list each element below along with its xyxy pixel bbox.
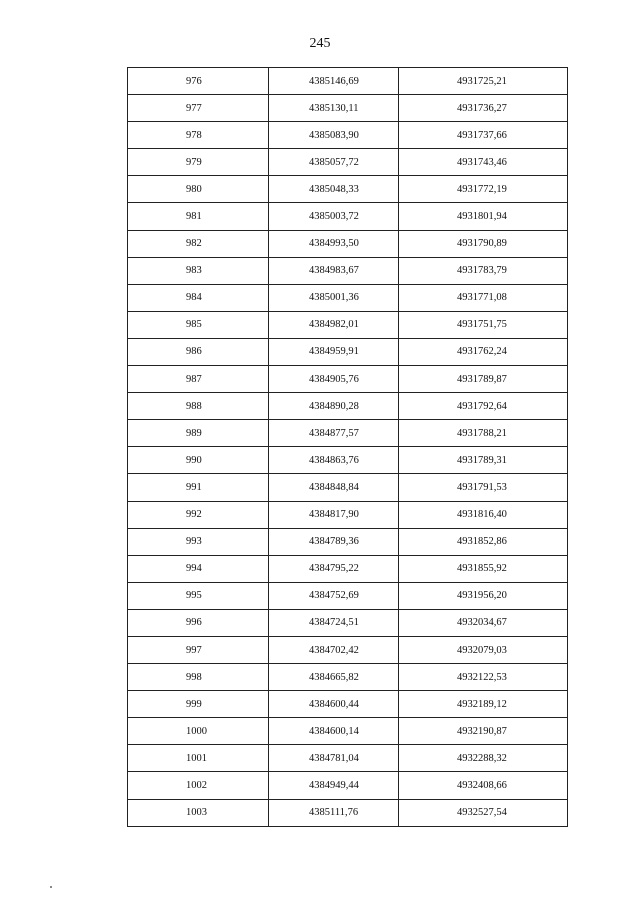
table-row	[128, 284, 568, 311]
x-coordinate-cell: 4385048,33	[269, 176, 399, 203]
x-coordinate-cell: 4384817,90	[269, 501, 399, 528]
y-coordinate-cell: 4932527,54	[399, 799, 568, 826]
table-row	[128, 122, 568, 149]
x-coordinate-cell: 4384959,91	[269, 338, 399, 365]
y-coordinate-cell: 4932079,03	[399, 636, 568, 663]
y-coordinate-cell: 4931791,53	[399, 474, 568, 501]
table-row	[128, 501, 568, 528]
x-coordinate-cell: 4384600,14	[269, 718, 399, 745]
y-coordinate-cell: 4932190,87	[399, 718, 568, 745]
page-number: 245	[309, 36, 331, 51]
table-row	[128, 664, 568, 691]
table-row	[128, 447, 568, 474]
y-coordinate-cell: 4931725,21	[399, 68, 568, 95]
y-coordinate-cell: 4931788,21	[399, 420, 568, 447]
table-row	[128, 257, 568, 284]
point-number-cell: 986	[128, 338, 269, 365]
y-coordinate-cell: 4931771,08	[399, 284, 568, 311]
y-coordinate-cell: 4932408,66	[399, 772, 568, 799]
y-coordinate-cell: 4931789,87	[399, 366, 568, 393]
point-number-cell: 980	[128, 176, 269, 203]
table-row	[128, 176, 568, 203]
y-coordinate-cell: 4931956,20	[399, 582, 568, 609]
point-number-cell: 1001	[128, 745, 269, 772]
y-coordinate-cell: 4932288,32	[399, 745, 568, 772]
point-number-cell: 1000	[128, 718, 269, 745]
table-row	[128, 393, 568, 420]
point-number-cell: 992	[128, 501, 269, 528]
x-coordinate-cell: 4385003,72	[269, 203, 399, 230]
y-coordinate-cell: 4931789,31	[399, 447, 568, 474]
table-row	[128, 149, 568, 176]
point-number-cell: 979	[128, 149, 269, 176]
x-coordinate-cell: 4384600,44	[269, 691, 399, 718]
table-row	[128, 203, 568, 230]
x-coordinate-cell: 4384949,44	[269, 772, 399, 799]
point-number-cell: 995	[128, 582, 269, 609]
point-number-cell: 998	[128, 664, 269, 691]
point-number-cell: 990	[128, 447, 269, 474]
table-row	[128, 230, 568, 257]
point-number-cell: 976	[128, 68, 269, 95]
point-number-cell: 977	[128, 95, 269, 122]
x-coordinate-cell: 4384665,82	[269, 664, 399, 691]
table-row	[128, 95, 568, 122]
table-row	[128, 691, 568, 718]
coordinates-table	[127, 67, 568, 827]
x-coordinate-cell: 4384702,42	[269, 636, 399, 663]
point-number-cell: 982	[128, 230, 269, 257]
x-coordinate-cell: 4384752,69	[269, 582, 399, 609]
y-coordinate-cell: 4932034,67	[399, 609, 568, 636]
point-number-cell: 984	[128, 284, 269, 311]
y-coordinate-cell: 4931855,92	[399, 555, 568, 582]
point-number-cell: 1002	[128, 772, 269, 799]
table-row	[128, 718, 568, 745]
y-coordinate-cell: 4931801,94	[399, 203, 568, 230]
point-number-cell: 999	[128, 691, 269, 718]
x-coordinate-cell: 4384781,04	[269, 745, 399, 772]
y-coordinate-cell: 4931772,19	[399, 176, 568, 203]
y-coordinate-cell: 4931762,24	[399, 338, 568, 365]
table-row	[128, 528, 568, 555]
point-number-cell: 981	[128, 203, 269, 230]
point-number-cell: 1003	[128, 799, 269, 826]
y-coordinate-cell: 4931751,75	[399, 311, 568, 338]
point-number-cell: 985	[128, 311, 269, 338]
x-coordinate-cell: 4384983,67	[269, 257, 399, 284]
table-row	[128, 420, 568, 447]
table-row	[128, 636, 568, 663]
y-coordinate-cell: 4931783,79	[399, 257, 568, 284]
table-row	[128, 745, 568, 772]
x-coordinate-cell: 4384877,57	[269, 420, 399, 447]
x-coordinate-cell: 4384890,28	[269, 393, 399, 420]
coordinates-table-body	[128, 68, 568, 827]
x-coordinate-cell: 4385057,72	[269, 149, 399, 176]
margin-mark	[50, 886, 52, 888]
table-row	[128, 338, 568, 365]
table-row	[128, 609, 568, 636]
x-coordinate-cell: 4385146,69	[269, 68, 399, 95]
y-coordinate-cell: 4931816,40	[399, 501, 568, 528]
point-number-cell: 988	[128, 393, 269, 420]
x-coordinate-cell: 4385001,36	[269, 284, 399, 311]
y-coordinate-cell: 4931790,89	[399, 230, 568, 257]
table-row	[128, 366, 568, 393]
x-coordinate-cell: 4385130,11	[269, 95, 399, 122]
x-coordinate-cell: 4384795,22	[269, 555, 399, 582]
y-coordinate-cell: 4931792,64	[399, 393, 568, 420]
point-number-cell: 993	[128, 528, 269, 555]
table-row	[128, 582, 568, 609]
x-coordinate-cell: 4384905,76	[269, 366, 399, 393]
table-row	[128, 555, 568, 582]
x-coordinate-cell: 4385083,90	[269, 122, 399, 149]
table-row	[128, 772, 568, 799]
y-coordinate-cell: 4932122,53	[399, 664, 568, 691]
point-number-cell: 997	[128, 636, 269, 663]
x-coordinate-cell: 4384863,76	[269, 447, 399, 474]
y-coordinate-cell: 4931737,66	[399, 122, 568, 149]
point-number-cell: 991	[128, 474, 269, 501]
point-number-cell: 987	[128, 366, 269, 393]
x-coordinate-cell: 4384848,84	[269, 474, 399, 501]
y-coordinate-cell: 4931852,86	[399, 528, 568, 555]
table-row	[128, 311, 568, 338]
table-row	[128, 68, 568, 95]
point-number-cell: 983	[128, 257, 269, 284]
point-number-cell: 994	[128, 555, 269, 582]
y-coordinate-cell: 4931743,46	[399, 149, 568, 176]
x-coordinate-cell: 4384982,01	[269, 311, 399, 338]
x-coordinate-cell: 4385111,76	[269, 799, 399, 826]
x-coordinate-cell: 4384789,36	[269, 528, 399, 555]
table-row	[128, 799, 568, 826]
point-number-cell: 978	[128, 122, 269, 149]
x-coordinate-cell: 4384993,50	[269, 230, 399, 257]
y-coordinate-cell: 4932189,12	[399, 691, 568, 718]
point-number-cell: 989	[128, 420, 269, 447]
x-coordinate-cell: 4384724,51	[269, 609, 399, 636]
table-row	[128, 474, 568, 501]
point-number-cell: 996	[128, 609, 269, 636]
y-coordinate-cell: 4931736,27	[399, 95, 568, 122]
